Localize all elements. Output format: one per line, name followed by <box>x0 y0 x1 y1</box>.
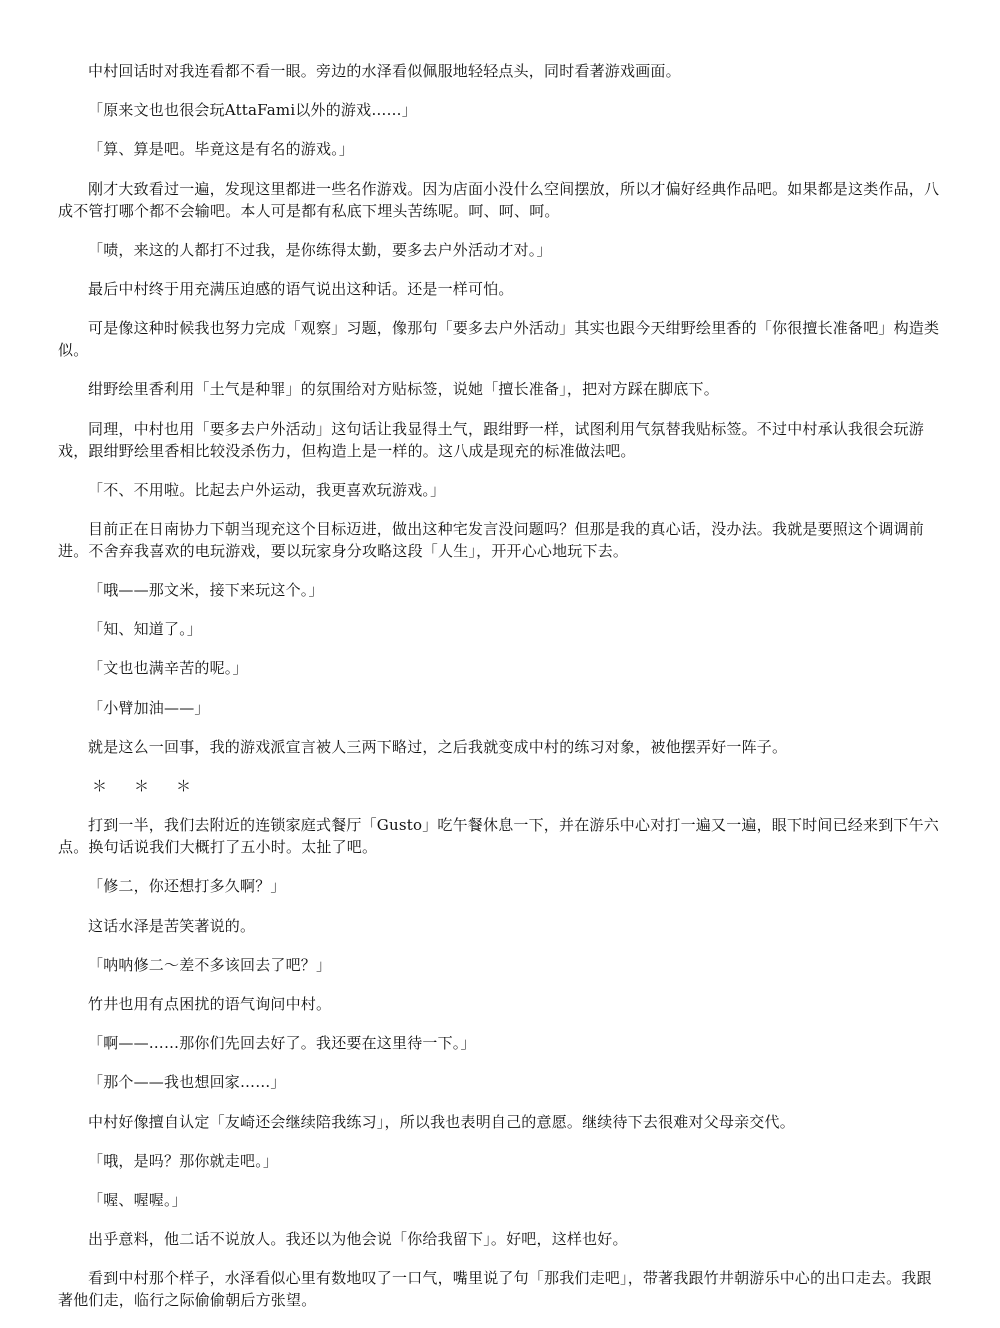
paragraph: 目前正在日南协力下朝当现充这个目标迈进，做出这种宅发言没问题吗？但那是我的真心话，没办法。我就是要照这个调调前进。不舍弃我喜欢的电玩游戏，要以玩家身分攻略这段「人生」，开开心心地玩下去。 <box>58 519 925 560</box>
scene-break: ＊ ＊ ＊ <box>92 777 198 795</box>
dialogue-line: 「哦——那文米，接下来玩这个。」 <box>88 581 324 600</box>
dialogue-line: 「文也也满辛苦的呢。」 <box>88 659 248 678</box>
dialogue-line: 「那个——我也想回家……」 <box>88 1073 286 1092</box>
paragraph: 看到中村那个样子，水泽看似心里有数地叹了一口气，嘴里说了句「那我们走吧」，带著我跟竹井朝游乐中心的出口走去。我跟著他们走，临行之际偷偷朝后方张望。 <box>58 1269 932 1310</box>
paragraph: 中村好像擅自认定「友崎还会继续陪我练习」，所以我也表明自己的意愿。继续待下去很难对父母亲交代。 <box>88 1112 795 1131</box>
dialogue-line: 「呐呐修二～差不多该回去了吧？」 <box>88 955 332 974</box>
paragraph: 打到一半，我们去附近的连锁家庭式餐厅「Gusto」吃午餐休息一下，并在游乐中心对打一遍又一遍，眼下时间已经来到下午六点。换句话说我们大概打了五小时。太扯了吧。 <box>58 816 940 857</box>
paragraph: 绀野绘里香利用「土气是种罪」的氛围给对方贴标签，说她「擅长准备」，把对方踩在脚底下。 <box>88 380 719 399</box>
paragraph: 竹井也用有点困扰的语气询问中村。 <box>88 994 332 1013</box>
paragraph: 可是像这种时候我也努力完成「观察」习题，像那句「要多去户外活动」其实也跟今天绀野绘里香的「你很擅长准备吧」构造类似。 <box>58 319 940 360</box>
paragraph: 这话水泽是苦笑著说的。 <box>88 916 256 935</box>
paragraph: 同理，中村也用「要多去户外活动」这句话让我显得土气，跟绀野一样，试图利用气氛替我贴标签。不过中村承认我很会玩游戏，跟绀野绘里香相比较没杀伤力，但构造上是一样的。这八成是现充的标准做法吧。 <box>58 419 925 460</box>
paragraph: 就是这么一回事，我的游戏派宣言被人三两下略过，之后我就变成中村的练习对象，被他摆弄好一阵子。 <box>88 737 788 756</box>
dialogue-line: 「原来文也也很会玩AttaFami以外的游戏……」 <box>88 101 417 120</box>
dialogue-line: 「哦，是吗？那你就走吧。」 <box>88 1151 279 1170</box>
dialogue-line: 「不、不用啦。比起去户外运动，我更喜欢玩游戏。」 <box>88 480 446 499</box>
dialogue-line: 「喔、喔喔。」 <box>88 1190 187 1209</box>
dialogue-line: 「小臂加油——」 <box>88 698 210 717</box>
dialogue-line: 「啊——……那你们先回去好了。我还要在这里待一下。」 <box>88 1034 476 1053</box>
paragraph: 刚才大致看过一遍，发现这里都进一些名作游戏。因为店面小没什么空间摆放，所以才偏好经典作品吧。如果都是这类作品，八成不管打哪个都不会输吧。本人可是都有私底下埋头苦练呢。呵、呵、呵。 <box>58 179 940 220</box>
paragraph: 出乎意料，他二话不说放人。我还以为他会说「你给我留下」。好吧，这样也好。 <box>88 1230 628 1249</box>
paragraph: 中村回话时对我连看都不看一眼。旁边的水泽看似佩服地轻轻点头，同时看著游戏画面。 <box>88 62 681 80</box>
dialogue-line: 「算、算是吧。毕竟这是有名的游戏。」 <box>88 140 355 159</box>
dialogue-line: 「知、知道了。」 <box>88 620 203 639</box>
dialogue-line: 「啧，来这的人都打不过我，是你练得太勤，要多去户外活动才对。」 <box>88 240 552 259</box>
dialogue-line: 「修二，你还想打多久啊？」 <box>88 877 286 896</box>
paragraph: 最后中村终于用充满压迫感的语气说出这种话。还是一样可怕。 <box>88 279 514 298</box>
document-page <box>58 60 946 1328</box>
